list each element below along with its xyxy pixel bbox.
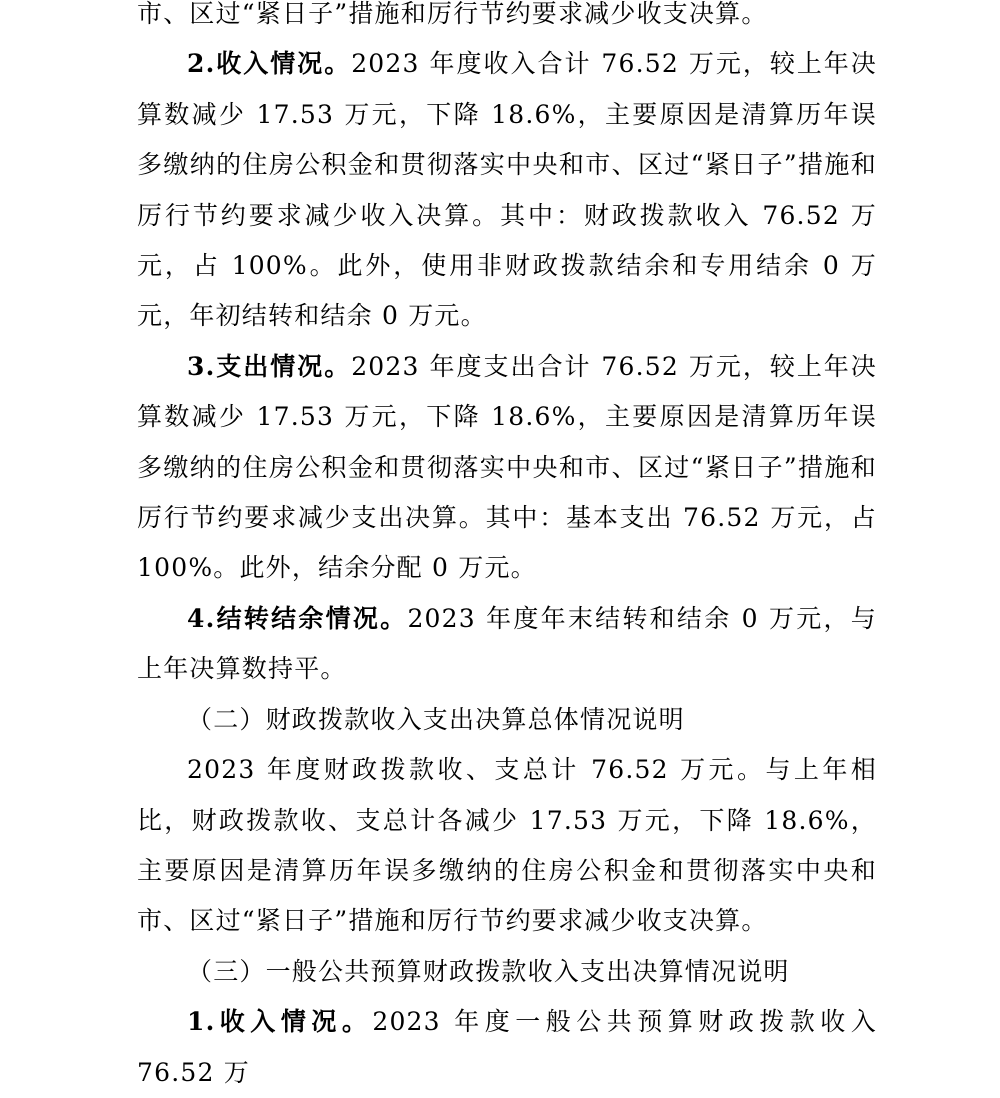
- paragraph-expenditure-text: 2023 年度支出合计 76.52 万元，较上年决算数减少 17.53 万元，下降 18.6%，主要原因是清算历年误多缴纳的住房公积金和贯彻落实中央和市、区过“紧日子”措施和厉行节约要求减少支出决算。其中：基本支出 76.52 万元，占 100%。此外，结余分配 0 万元。: [137, 351, 877, 583]
- paragraph-expenditure: [137, 342, 877, 594]
- paragraph-carryover-heading: 4.结转结余情况。: [187, 603, 408, 633]
- paragraph-continuation: 市、区过“紧日子”措施和厉行节约要求减少收支决算。: [137, 0, 768, 28]
- document-body: [137, 0, 877, 1098]
- paragraph-general-budget-income-text: 2023 年度一般公共预算财政拨款收入 76.52 万: [137, 1007, 878, 1087]
- section-heading-general-budget: （三）一般公共预算财政拨款收入支出决算情况说明: [187, 956, 790, 986]
- paragraph-expenditure-heading: 3.支出情况。: [187, 351, 352, 381]
- paragraph-carryover: [137, 594, 877, 695]
- paragraph-fiscal-overview: 2023 年度财政拨款收、支总计 76.52 万元。与上年相比，财政拨款收、支总计各减少 17.53 万元，下降 18.6%，主要原因是清算历年误多缴纳的住房公积金和贯彻落实中央和市、区过“紧日子”措施和厉行节约要求减少收支决算。: [137, 755, 877, 936]
- paragraph-income: [137, 39, 877, 341]
- section-heading-fiscal-overview: （二）财政拨款收入支出决算总体情况说明: [187, 704, 685, 734]
- paragraph-income-text: 2023 年度收入合计 76.52 万元，较上年决算数减少 17.53 万元，下降 18.6%，主要原因是清算历年误多缴纳的住房公积金和贯彻落实中央和市、区过“紧日子”措施和厉行节约要求减少收入决算。其中：财政拨款收入 76.52 万元，占 100%。此外，使用非财政拨款结余和专用结余 0 万元，年初结转和结余 0 万元。: [137, 49, 877, 331]
- paragraph-income-heading: 2.收入情况。: [187, 49, 352, 79]
- paragraph-general-budget-income-heading: 1.收入情况。: [187, 1007, 373, 1037]
- paragraph-general-budget-income: [137, 997, 877, 1098]
- paragraph-carryover-text: 2023 年度年末结转和结余 0 万元，与上年决算数持平。: [137, 603, 877, 684]
